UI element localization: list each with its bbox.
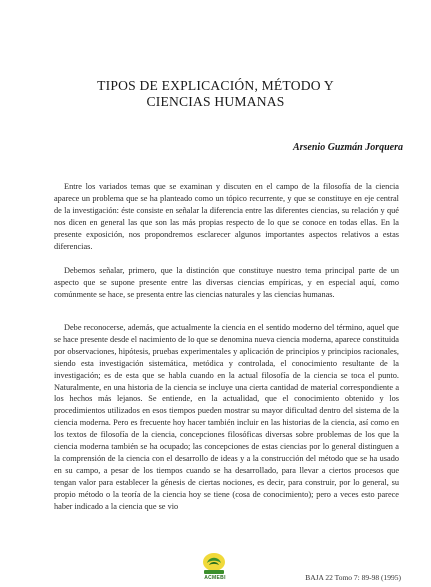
body-paragraph-1: Entre los variados temas que se examinan y discuten en el campo de la filosofía de la ciencia aparece un problema que se ha planteado como un tópico recurrente, y que se constituye en eje central de la investigación: éste consiste en señalar la diferencia entre las diferentes ciencias, su relación y qué nos dicen en general las que son las más propias respecto de lo que se conoce en todas ellas. En la presente exposición, nos propondremos esclarecer algunos importantes aspectos relativos a estas diferencias.: [54, 182, 399, 251]
body-paragraph-2: Debemos señalar, primero, que la distinción que constituye nuestro tema principal parte de un aspecto que se supone presente entre las diversas ciencias empíricas, y en especial aquí, como comúnmente se hace, se presenta entre las ciencias naturales y las ciencias humanas.: [54, 266, 399, 299]
body-paragraph-3: Debe reconocerse, además, que actualmente la ciencia en el sentido moderno del término, aquel que se hace presente desde el nacimiento de lo que se denomina nueva ciencia moderna, aparece constituida por observaciones, hipótesis, pruebas experimentales y aplicación de principios y principios racionales, siendo esta investigación sistemática, metódica y controlada, el conocimiento resultante de la investigación; es de esta que se habla cuando en la actual filosofía de la ciencia se toca el punto. Naturalmente, en una historia de la ciencia se incluye una cierta cantidad de material correspondiente a los hechos más lejanos. Se entiende, en la actualidad, que el conocimiento obtenido y los procedimientos utilizados en esos tiempos pueden mostrar su mayor dificultad dentro del sistema de la ciencia moderna. Pero es frecuente hoy hacer también incluir en las historias de la ciencia, así como en los textos de filosofía de la ciencia, concepciones filosóficas diversas sobre problemas de los que la ciencia moderna también se ha ocupado; las concepciones de estas ciencias por lo general distinguen a la comprensión de la ciencia con el desarrollo de ideas y a la construcción del método que se ha usado en su campo, a pesar de los tiempos cuando se ha desarrollado, para llevar a ciertos procesos que tengan valor para establecer la génesis de ciertas nociones, es decir, para construir, por lo general, su propio método o la teoría de la ciencia hoy se tiene (cosa de conocimiento); pero a veces esto parece haber indicado a la ciencia que se vio: [54, 323, 399, 511]
title-line-1: TIPOS DE EXPLICACIÓN, MÉTODO Y: [97, 78, 334, 93]
journal-reference: BAJA 22 Tomo 7: 89-98 (1995): [305, 573, 401, 582]
logo-text: ACMEBI: [204, 575, 226, 581]
author-name: Arsenio Guzmán Jorquera: [292, 142, 403, 153]
title-line-2: CIENCIAS HUMANAS: [146, 93, 285, 109]
article-title: [40, 78, 391, 109]
